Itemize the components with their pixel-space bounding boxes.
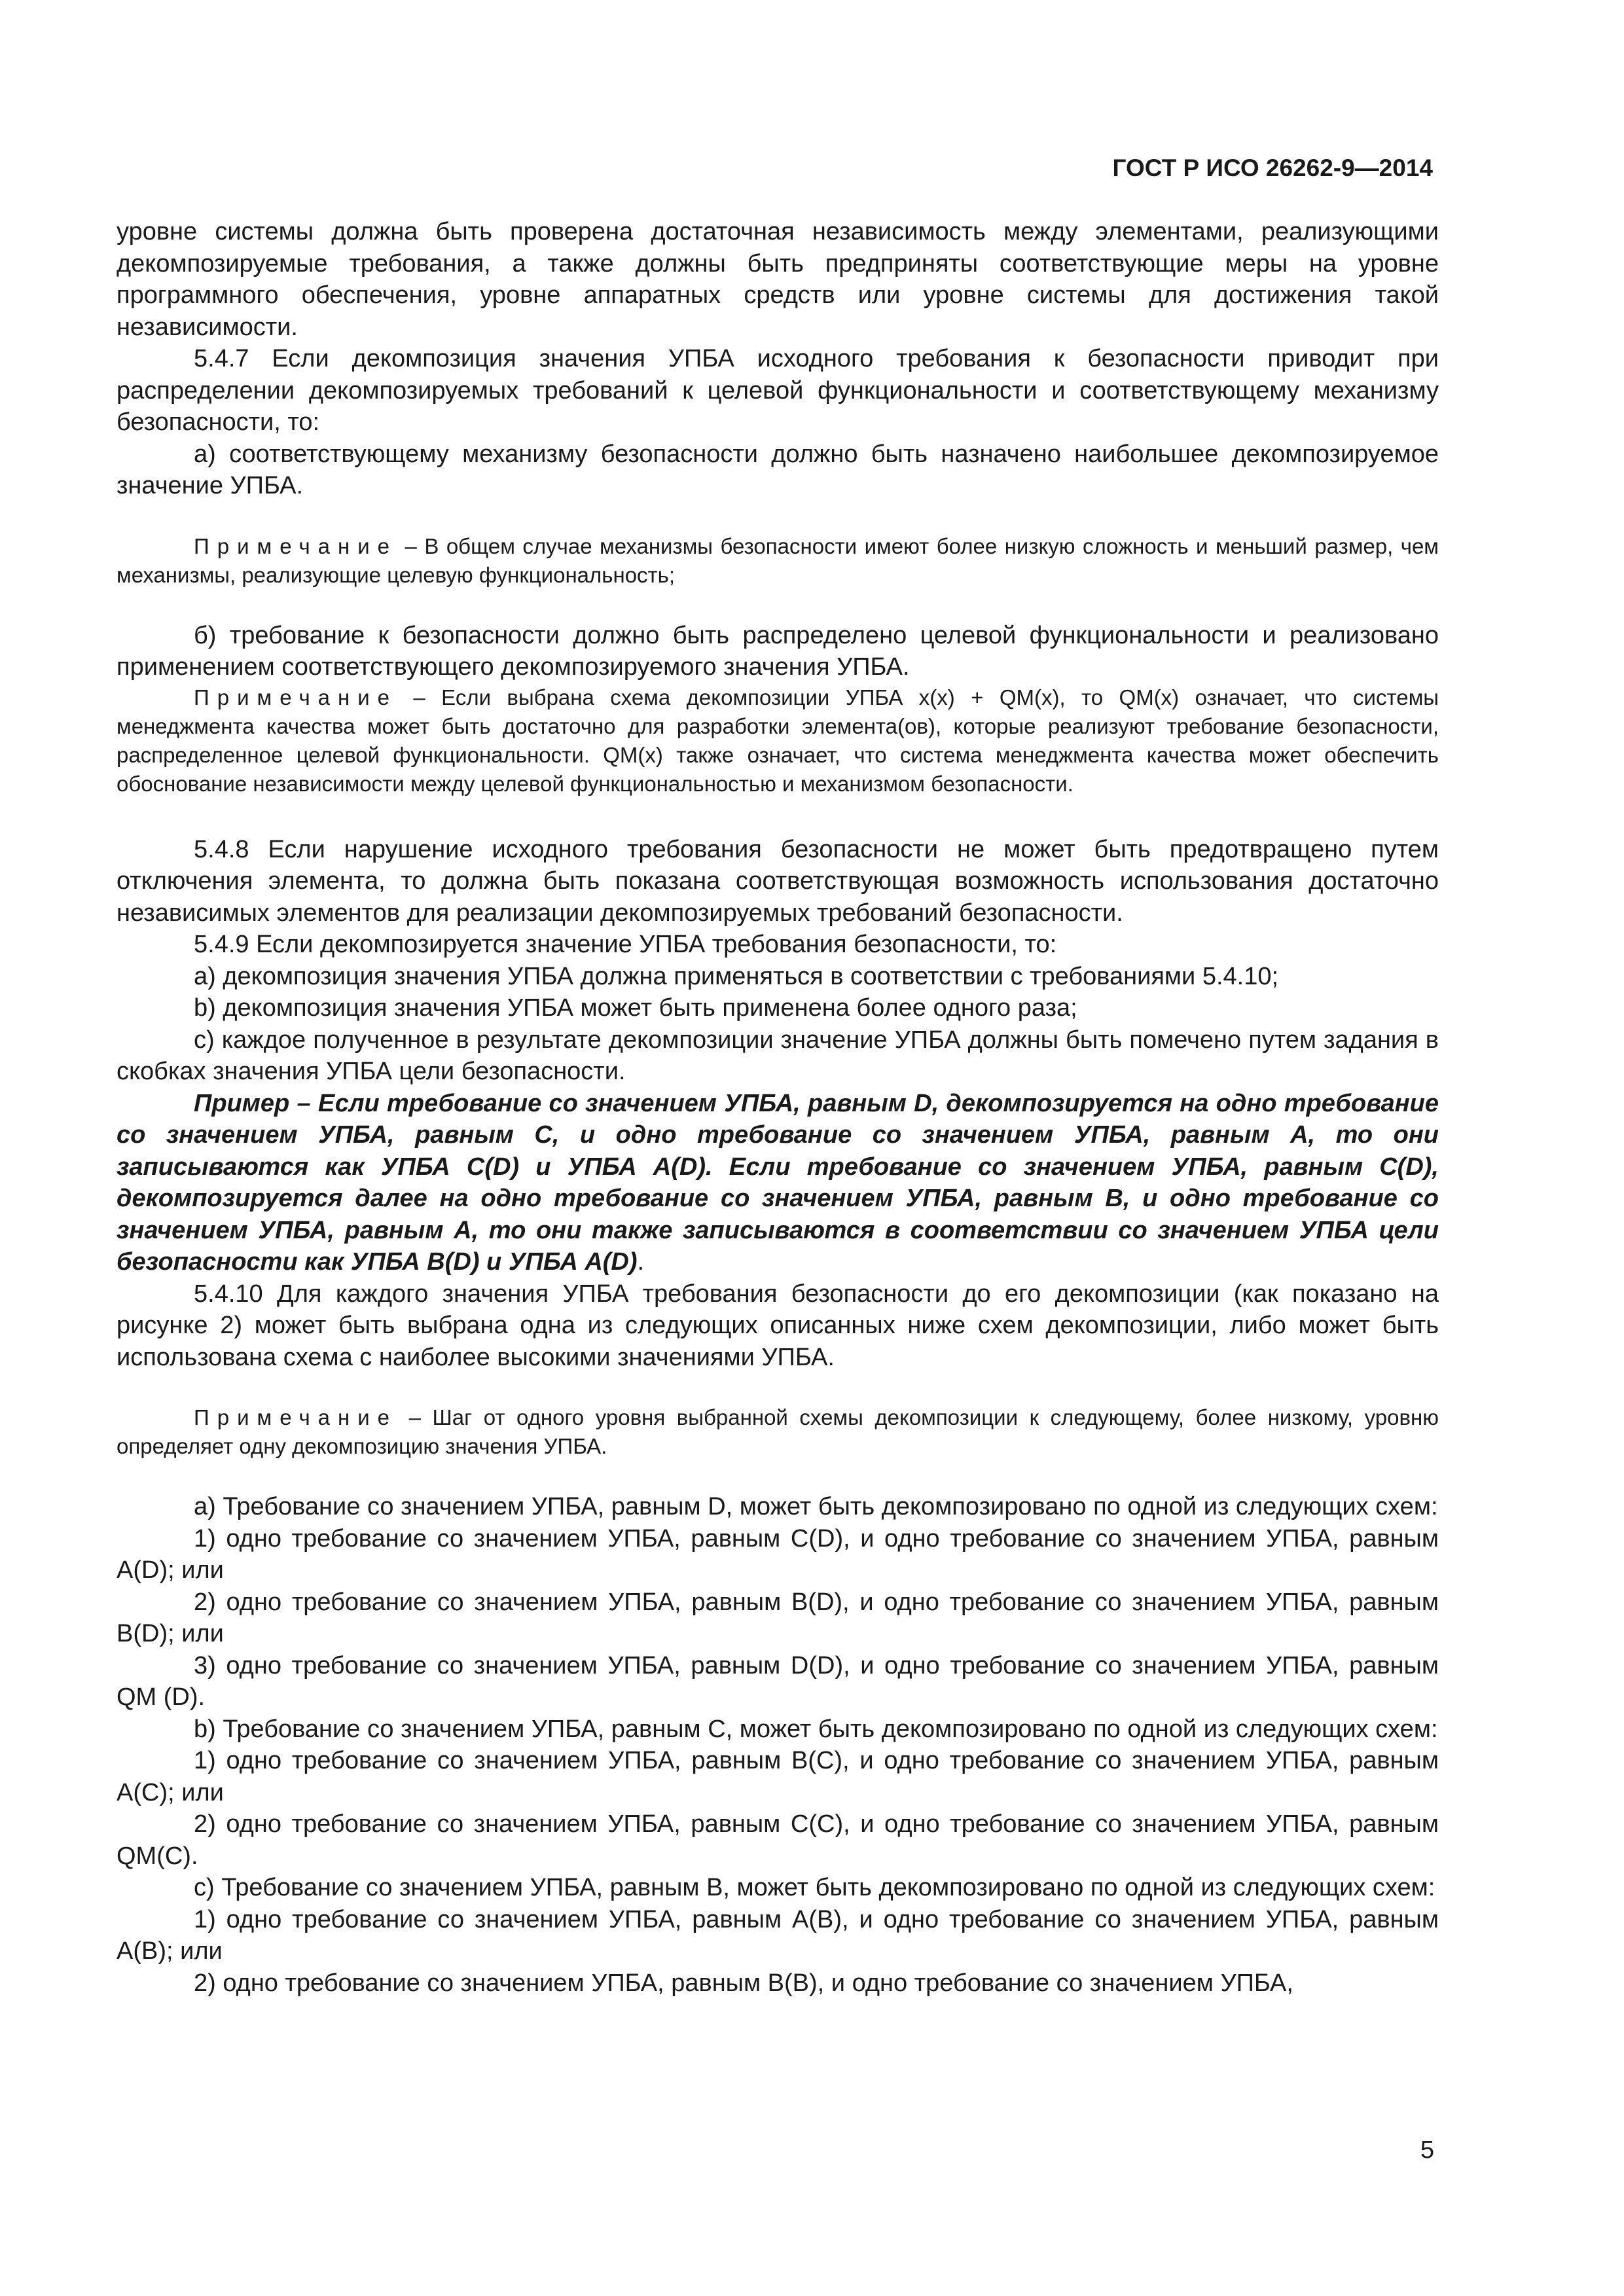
example-text: Пример – Если требование со значением УПБА, равным D, декомпозируется на одно требование со значением УПБА, равным C, и одно требование со значением УПБА, равным A, то они записываются как УПБА C(D) и УПБА A(D). Если требование со значением УПБА, равным C(D), декомпозируется далее на одно требование со значением УПБА, равным B, и одно требование со значением УПБА, равным A, то они также записываются в соответствии со значением УПБА цели безопасности как УПБА B(D) и УПБА A(D) bbox=[117, 1089, 1439, 1276]
list-item: 1) одно требование со значением УПБА, равным C(D), и одно требование со значением УПБА, равным A(D); или bbox=[117, 1524, 1439, 1584]
note-label: Примечание bbox=[194, 533, 398, 558]
clause-5-4-10: 5.4.10 Для каждого значения УПБА требования безопасности до его декомпозиции (как показано на рисунке 2) может быть выбрана одна из следующих описанных ниже схем декомпозиции, либо может быть использована схема с наиболее высокими значениями УПБА. bbox=[117, 1280, 1439, 1371]
clause-5-4-9-item-c: c) каждое полученное в результате декомпозиции значение УПБА должны быть помечено путем задания в скобках значения УПБА цели безопасности. bbox=[117, 1026, 1439, 1085]
page-number: 5 bbox=[1420, 2136, 1434, 2164]
clause-5-4-7-item-b: б) требование к безопасности должно быть распределено целевой функциональности и реализовано применением соответствующего декомпозируемого значения УПБА. bbox=[117, 621, 1439, 681]
document-body bbox=[117, 216, 1439, 1999]
clause-5-4-7-item-a: а) соответствующему механизму безопасности должно быть назначено наибольшее декомпозируемое значение УПБА. bbox=[117, 440, 1439, 499]
note-3 bbox=[117, 1403, 1439, 1461]
list-item: 3) одно требование со значением УПБА, равным D(D), и одно требование со значением УПБА, равным QM (D). bbox=[117, 1651, 1439, 1711]
note-label: Примечание bbox=[194, 685, 398, 709]
clause-5-4-9-item-b: b) декомпозиция значения УПБА может быть применена более одного раза; bbox=[194, 994, 1077, 1022]
list-item: b) Требование со значением УПБА, равным C, может быть декомпозировано по одной из следующих схем: bbox=[194, 1715, 1438, 1743]
document-header: ГОСТ Р ИСО 26262-9—2014 bbox=[1112, 154, 1433, 181]
example-block bbox=[117, 1088, 1439, 1278]
note-text: – В общем случае механизмы безопасности имеют более низкую сложность и меньший размер, чем механизмы, реализующие целевую функциональность; bbox=[117, 533, 1439, 587]
paragraph-continuation: уровне системы должна быть проверена достаточная независимость между элементами, реализующими декомпозируемые требования, а также должны быть предприняты соответствующие меры на уровне программного обеспечения, уровне аппаратных средств или уровне системы для достижения такой независимости. bbox=[117, 218, 1439, 341]
example-end: . bbox=[637, 1248, 645, 1276]
clause-5-4-7: 5.4.7 Если декомпозиция значения УПБА исходного требования к безопасности приводит при распределении декомпозируемых требований к целевой функциональности и соответствующему механизму безопасности, то: bbox=[117, 345, 1439, 436]
list-item: a) Требование со значением УПБА, равным D, может быть декомпозировано по одной из следующих схем: bbox=[194, 1493, 1438, 1520]
list-item: c) Требование со значением УПБА, равным B, может быть декомпозировано по одной из следующих схем: bbox=[194, 1874, 1435, 1901]
note-1 bbox=[117, 532, 1439, 590]
note-text: – Шаг от одного уровня выбранной схемы декомпозиции к следующему, более низкому, уровню определяет одну декомпозицию значения УПБА. bbox=[117, 1405, 1439, 1458]
list-item: 1) одно требование со значением УПБА, равным B(C), и одно требование со значением УПБА, равным A(C); или bbox=[117, 1747, 1439, 1806]
list-item: 2) одно требование со значением УПБА, равным B(B), и одно требование со значением УПБА, bbox=[194, 1969, 1293, 1997]
note-label: Примечание bbox=[194, 1405, 398, 1429]
clause-5-4-9-item-a: a) декомпозиция значения УПБА должна применяться в соответствии с требованиями 5.4.10; bbox=[194, 962, 1279, 990]
list-item: 2) одно требование со значением УПБА, равным B(D), и одно требование со значением УПБА, равным B(D); или bbox=[117, 1588, 1439, 1647]
clause-5-4-8: 5.4.8 Если нарушение исходного требования безопасности не может быть предотвращено путем отключения элемента, то должна быть показана соответствующая возможность использования достаточно независимых элементов для реализации декомпозируемых требований безопасности. bbox=[117, 835, 1439, 927]
note-text: – Если выбрана схема декомпозиции УПБА x(x) + QM(x), то QM(x) означает, что системы менеджмента качества может быть достаточно для разработки элемента(ов), которые реализуют требование безопасности, распределенное целевой функциональности. QM(x) также означает, что система менеджмента качества может обеспечить обоснование независимости между целевой функциональностью и механизмом безопасности. bbox=[117, 685, 1439, 796]
clause-5-4-9: 5.4.9 Если декомпозируется значение УПБА требования безопасности, то: bbox=[194, 931, 1057, 958]
list-item: 1) одно требование со значением УПБА, равным A(B), и одно требование со значением УПБА, равным A(B); или bbox=[117, 1905, 1439, 1965]
list-item: 2) одно требование со значением УПБА, равным C(C), и одно требование со значением УПБА, равным QM(C). bbox=[117, 1810, 1439, 1870]
note-2 bbox=[117, 683, 1439, 798]
